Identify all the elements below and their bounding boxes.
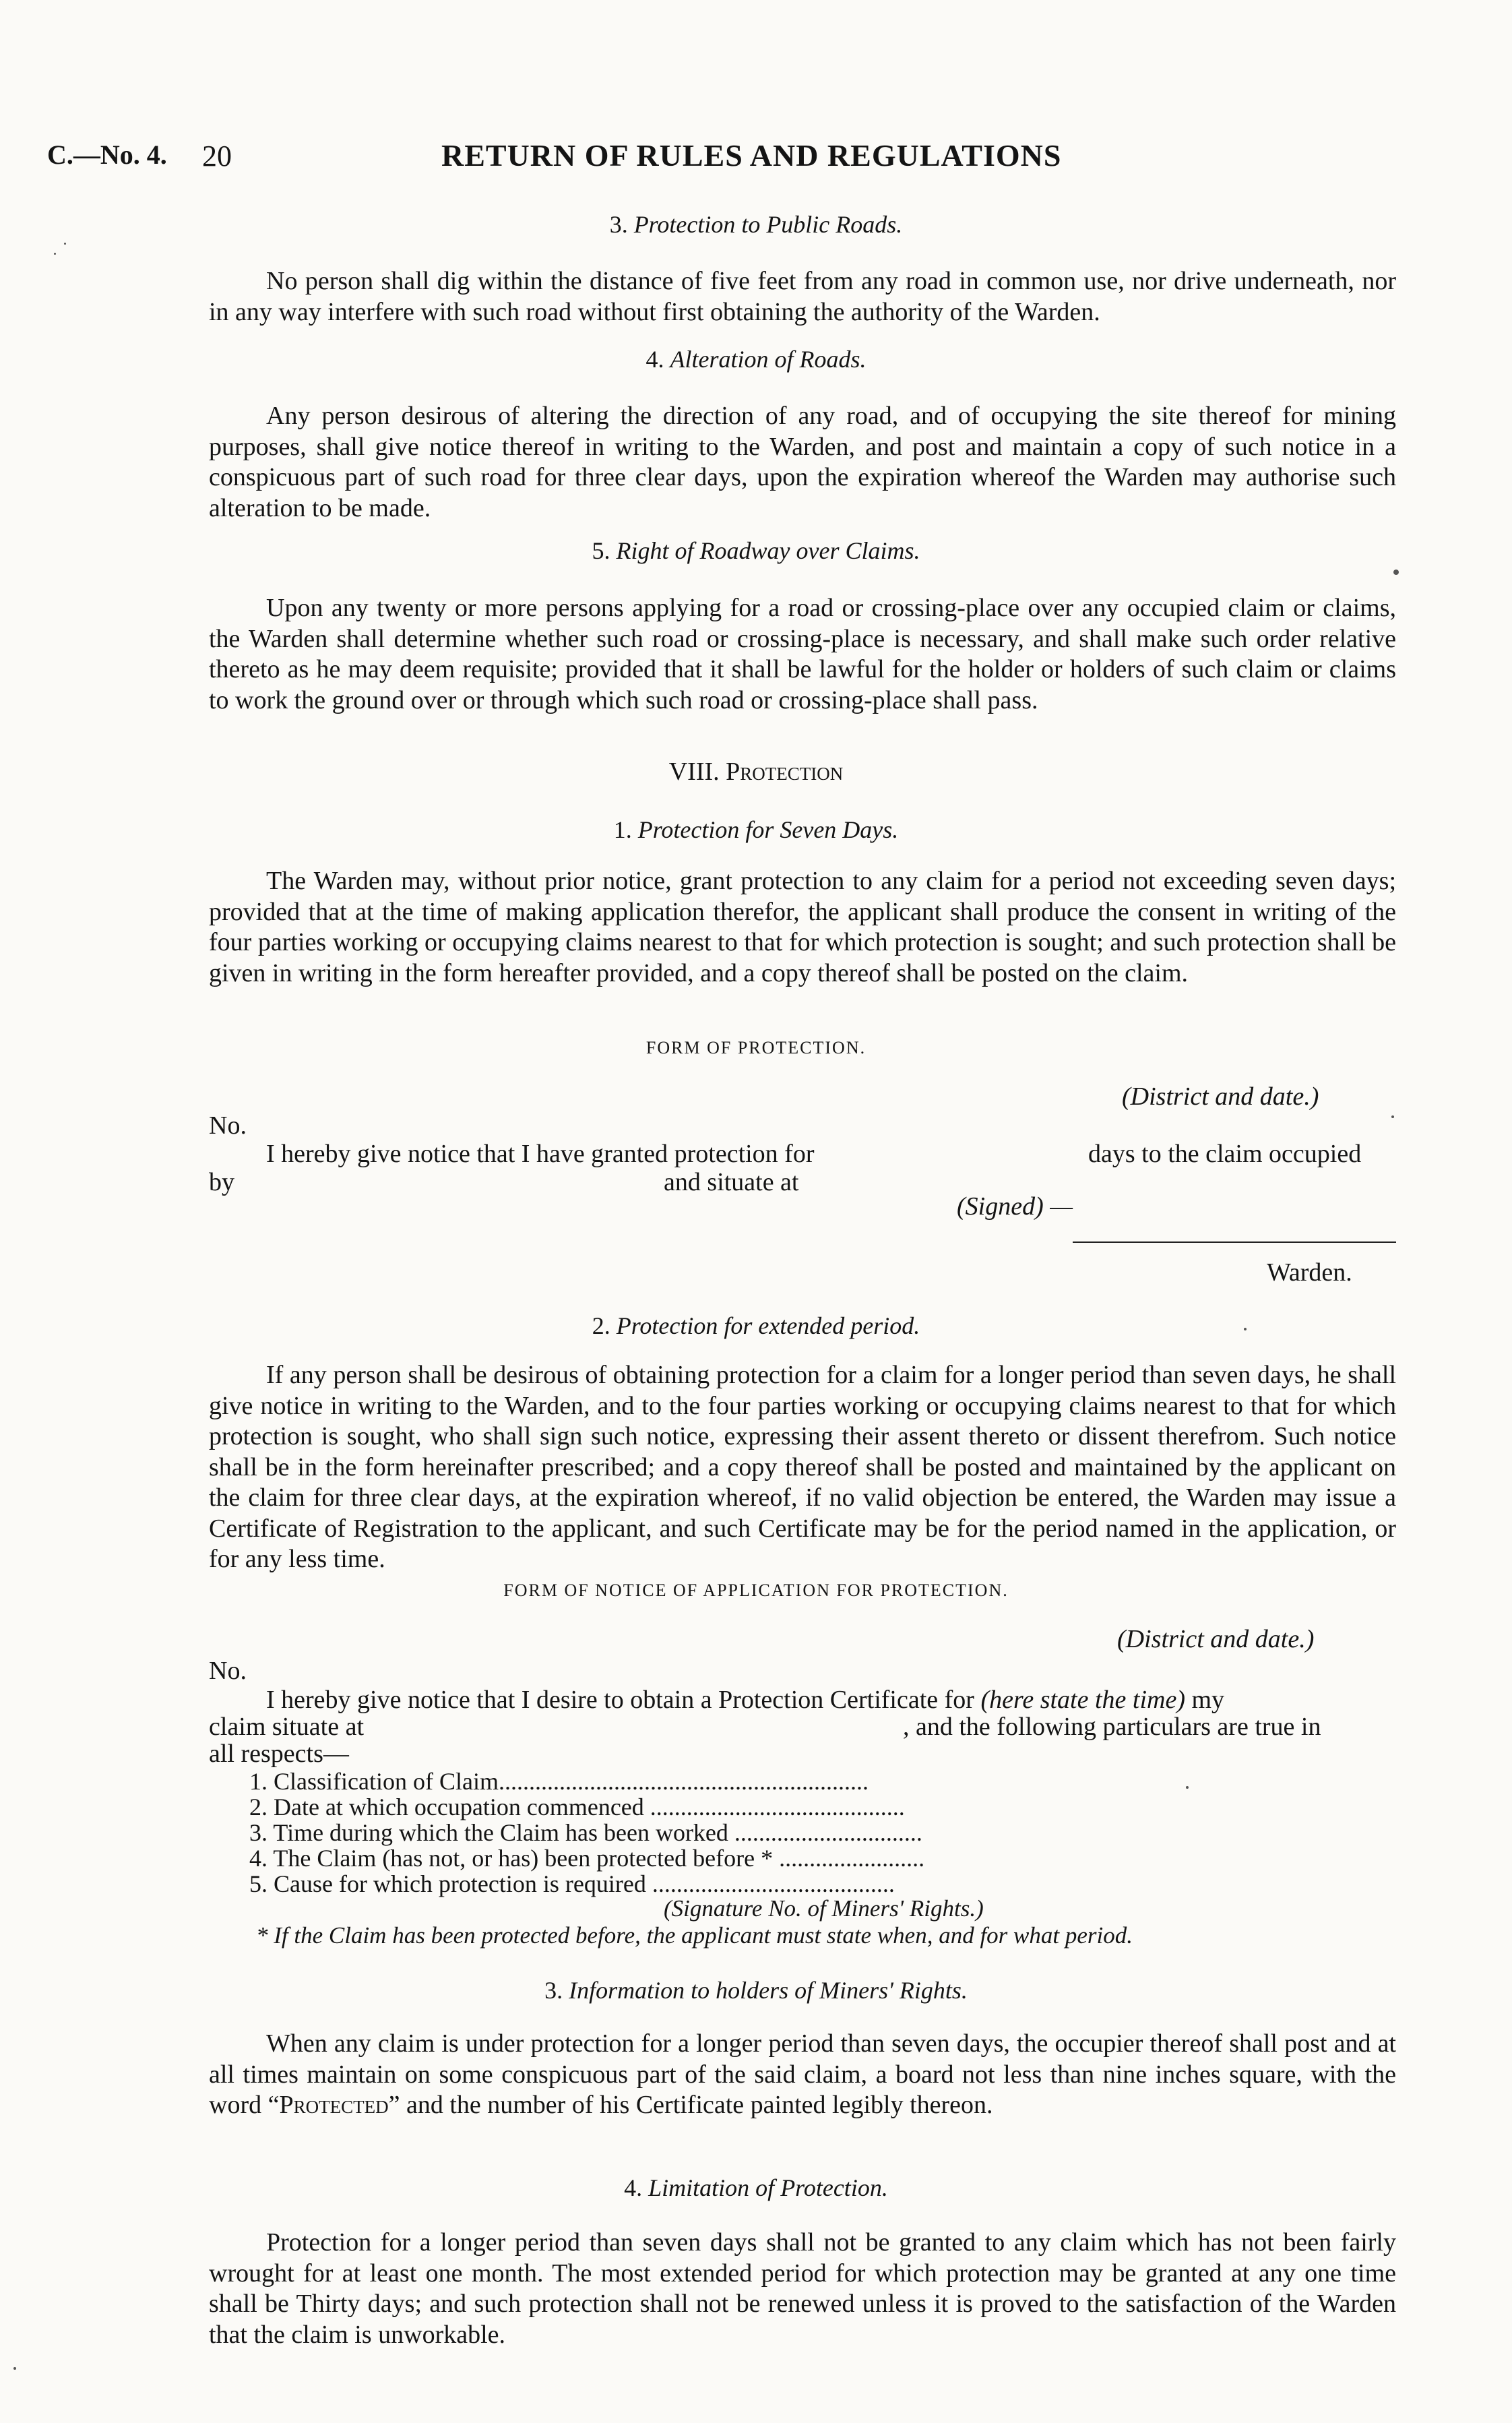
list-item: 4. The Claim (has not, or has) been protected before * ........................ bbox=[249, 1845, 925, 1872]
document-reference: C.—No. 4. bbox=[47, 140, 167, 170]
form-number-label: No. bbox=[209, 1111, 247, 1140]
scan-speck bbox=[1186, 1786, 1189, 1789]
form-title-application: FORM OF NOTICE OF APPLICATION FOR PROTECTION. bbox=[503, 1581, 1009, 1600]
section-title: Limitation of Protection. bbox=[648, 2174, 888, 2201]
paragraph-right-of-roadway: Upon any twenty or more persons applying for a road or crossing-place over any occupied claim or claims, the Warden shall determine whether such road or crossing-place is necessary, and shall make such order relative thereto as he may deem requisite; provided that it shall be lawful for the holder or holders of such claim or claims to work the ground over or through which such road or crossing-place shall pass. bbox=[209, 594, 1396, 714]
application-notice-line bbox=[266, 1685, 1398, 1715]
list-item: 1. Classification of Claim............................................................. bbox=[249, 1768, 869, 1795]
list-item: 2. Date at which occupation commenced .......................................... bbox=[249, 1793, 905, 1820]
section-heading-miners-rights bbox=[0, 1976, 1512, 2004]
section-title: Information to holders of Miners' Rights. bbox=[569, 1977, 968, 2004]
section-title: Right of Roadway over Claims. bbox=[616, 537, 920, 564]
form-number-label: No. bbox=[209, 1657, 247, 1685]
section-heading-public-roads bbox=[0, 210, 1512, 239]
paragraph-text: ” and the number of his Certificate painted legibly thereon. bbox=[388, 2091, 993, 2119]
form-notice-line-end: days to the claim occupied bbox=[1088, 1140, 1362, 1168]
paragraph-miners-rights bbox=[209, 2029, 1396, 2121]
form-by-label: by bbox=[209, 1168, 234, 1196]
part-title: Protection bbox=[726, 758, 844, 786]
district-date-field: (District and date.) bbox=[1117, 1625, 1315, 1653]
section-heading-alteration-roads bbox=[0, 345, 1512, 373]
part-heading-protection bbox=[0, 757, 1512, 787]
section-number: 3. bbox=[609, 211, 628, 238]
scan-speck bbox=[1393, 570, 1399, 575]
list-item: 3. Time during which the Claim has been worked ............................... bbox=[249, 1819, 922, 1846]
application-notice-text: I hereby give notice that I desire to obtain a Protection Certificate for bbox=[266, 1686, 974, 1714]
section-number: 1. bbox=[613, 816, 632, 843]
protected-word: Protected bbox=[279, 2091, 389, 2119]
warden-label: Warden. bbox=[1267, 1258, 1352, 1287]
section-number: 3. bbox=[544, 1977, 563, 2004]
respects-label: all respects— bbox=[209, 1740, 349, 1768]
section-title: Protection for extended period. bbox=[616, 1312, 920, 1339]
scan-speck bbox=[13, 2367, 16, 2370]
signed-label: (Signed) — bbox=[957, 1192, 1073, 1221]
signature-line bbox=[1073, 1241, 1396, 1243]
paragraph-extended-period: If any person shall be desirous of obtaining protection for a claim for a longer period than seven days, he shall give notice in writing to the Warden, and to the four parties working or occupying claims nearest to that for which protection is sought, who shall sign such notice, expressing their assent thereto or dissent therefrom. Such notice shall be in the form hereinafter prescribed; and a copy thereof shall be posted and maintained by the applicant on the claim for three clear days, at the expiration whereof, if no valid objection be entered, the Warden may issue a Certificate of Registration to the applicant, and such Certificate may be for the period named in the application, or for any less time. bbox=[209, 1361, 1396, 1573]
signature-caption: (Signature No. of Miners' Rights.) bbox=[664, 1895, 984, 1922]
section-number: 2. bbox=[592, 1312, 610, 1339]
section-number: 4. bbox=[645, 346, 664, 373]
scan-speck bbox=[54, 253, 56, 255]
part-numeral: VIII. bbox=[668, 758, 720, 786]
section-title: Protection to Public Roads. bbox=[633, 211, 903, 238]
section-heading-extended-period bbox=[0, 1312, 1512, 1340]
paragraph-alteration-roads: Any person desirous of altering the direction of any road, and of occupying the site thereof for mining purposes, shall give notice thereof in writing to the Warden, and post and maintain a copy of such notice in a conspicuous part of such road for three clear days, upon the expiration whereof the Warden may authorise such alteration to be made. bbox=[209, 402, 1396, 522]
form-notice-line: I hereby give notice that I have granted protection for bbox=[266, 1140, 815, 1168]
form-title-protection: FORM OF PROTECTION. bbox=[645, 1038, 867, 1057]
section-number: 4. bbox=[624, 2174, 643, 2201]
section-number: 5. bbox=[592, 537, 610, 564]
section-heading-limitation bbox=[0, 2174, 1512, 2202]
page-title: RETURN OF RULES AND REGULATIONS bbox=[441, 138, 1062, 173]
claim-situate-label: claim situate at bbox=[209, 1713, 365, 1741]
section-title: Protection for Seven Days. bbox=[637, 816, 899, 843]
form-situate-label: and situate at bbox=[664, 1168, 799, 1196]
scan-speck bbox=[1244, 1328, 1247, 1330]
particulars-label: , and the following particulars are true in bbox=[903, 1713, 1321, 1741]
application-time-placeholder: (here state the time) bbox=[980, 1686, 1185, 1714]
paragraph-text: When any claim is under protection for a longer period than seven days, the occupier thereof shall post and at all times maintain on some conspicuous part of the said claim, a board not less than nine inches square, with the word “ bbox=[209, 2029, 1396, 2119]
scan-speck bbox=[64, 243, 66, 245]
section-heading-seven-days bbox=[0, 816, 1512, 844]
paragraph-limitation: Protection for a longer period than seven days shall not be granted to any claim which has not been fairly wrought for at least one month. The most extended period for which protection may be granted at any one time shall be Thirty days; and such protection shall not be renewed unless it is proved to the satisfaction of the Warden that the claim is unworkable. bbox=[209, 2228, 1396, 2349]
list-item: 5. Cause for which protection is required ........................................ bbox=[249, 1870, 895, 1897]
application-notice-end: my bbox=[1191, 1686, 1225, 1714]
footnote: * If the Claim has been protected before, the applicant must state when, and for what period. bbox=[256, 1922, 1133, 1949]
scan-speck bbox=[1391, 1115, 1394, 1118]
district-date-field: (District and date.) bbox=[1122, 1082, 1319, 1111]
section-heading-right-of-roadway bbox=[0, 536, 1512, 565]
paragraph-public-roads: No person shall dig within the distance of five feet from any road in common use, nor drive underneath, nor in any way interfere with such road without first obtaining the authority of the Warden. bbox=[209, 267, 1396, 326]
paragraph-seven-days: The Warden may, without prior notice, grant protection to any claim for a period not exceeding seven days; provided that at the time of making application therefor, the applicant shall produce the consent in writing of the four parties working or occupying claims nearest to that for which protection is sought; and such protection shall be given in writing in the form hereafter provided, and a copy thereof shall be posted on the claim. bbox=[209, 867, 1396, 987]
section-title: Alteration of Roads. bbox=[670, 346, 867, 373]
page-number: 20 bbox=[202, 140, 232, 173]
